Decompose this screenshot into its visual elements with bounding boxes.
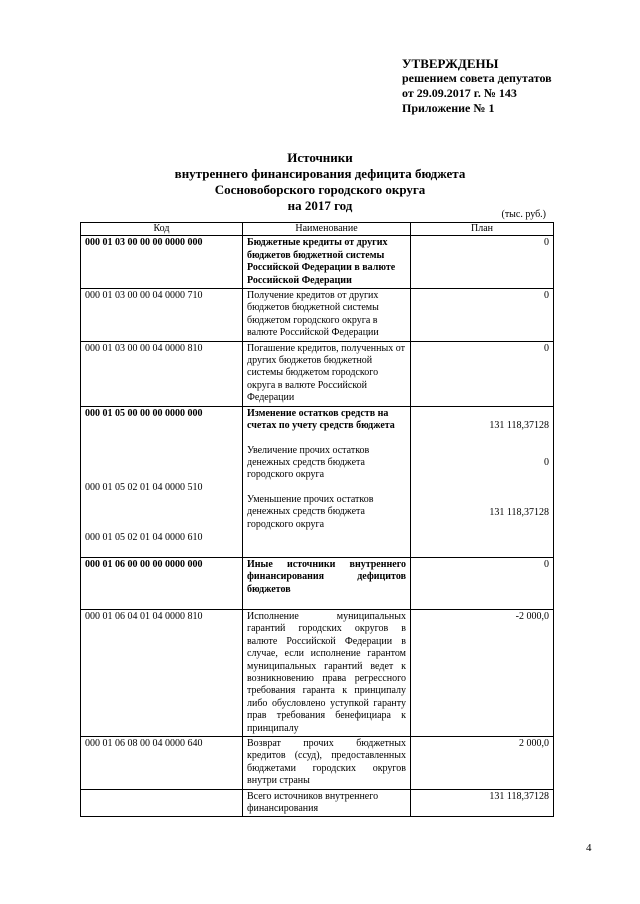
title-line-4: на 2017 год [287,198,353,213]
row-plan: 0 [411,289,554,342]
row-plan: 0 [411,557,554,609]
approval-title: УТВЕРЖДЕНЫ [402,56,499,71]
row-name: Иные источники внутреннего финансирования дефицитов бюджетов [243,557,411,609]
row-plan-group [411,406,554,557]
sources-table [80,222,554,817]
subrow-code: 000 01 05 02 01 04 0000 610 [85,531,203,543]
subrow-code: 000 01 05 02 01 04 0000 510 [85,482,203,494]
row-code: 000 01 03 00 00 04 0000 810 [81,341,243,406]
row-name: Получение кредитов от других бюджетов бюджетной системы бюджетом городского округа в валюте Российской Федерации [243,289,411,342]
subrow-name: Уменьшение прочих остатков денежных средств бюджета городского округа [247,493,374,530]
approval-appendix: Приложение № 1 [402,101,495,115]
title-line-3: Сосновоборского городского округа [214,182,426,197]
total-code [81,789,243,817]
row-plan: 131 118,37128 [489,419,549,431]
spacer [415,432,549,457]
title-line-1: Источники [287,150,353,165]
total-plan: 131 118,37128 [411,789,554,817]
row-code: 000 01 03 00 00 04 0000 710 [81,289,243,342]
table-row [81,557,554,609]
row-plan: -2 000,0 [411,609,554,736]
spacer [85,544,238,556]
row-plan: 0 [411,341,554,406]
approval-stamp [402,56,622,116]
spacer [85,495,238,532]
header-plan: План [411,223,554,236]
page-number: 4 [586,842,592,854]
row-name: Изменение остатков средств на счетах по учету средств бюджета [247,407,395,432]
subrow-plan: 131 118,37128 [489,506,549,518]
table-row [81,289,554,342]
row-plan: 2 000,0 [411,736,554,789]
units-label: (тыс. руб.) [501,209,546,220]
row-code-group [81,406,243,557]
row-code: 000 01 03 00 00 00 0000 000 [81,236,243,289]
row-name-group [243,406,411,557]
header-code: Код [81,223,243,236]
table-row [81,341,554,406]
row-name: Бюджетные кредиты от других бюджетов бюджетной системы Российской Федерации в валюте Российской Федерации [243,236,411,289]
spacer [247,433,406,445]
spacer [415,408,549,420]
approval-date-number: от 29.09.2017 г. № 143 [402,86,517,100]
row-name: Возврат прочих бюджетных кредитов (ссуд), предоставленных бюджетами городских округов внутри страны [243,736,411,789]
row-name: Погашение кредитов, полученных от других бюджетов бюджетной системы бюджетом городского округа в валюте Российской Федерации [243,341,411,406]
subrow-name: Увеличение прочих остатков денежных средств бюджета городского округа [247,444,370,481]
row-code: 000 01 06 04 01 04 0000 810 [81,609,243,736]
total-name: Всего источников внутреннего финансирования [243,789,411,817]
approval-decision: решением совета депутатов [402,71,552,85]
table-row [81,236,554,289]
table-row [81,609,554,736]
header-name: Наименование [243,223,411,236]
table-row [81,406,554,557]
row-name: Исполнение муниципальных гарантий городских округов в валюте Российской Федерации в случае, если исполнение гарантом муниципальных гарантий ведет к возникновению права регрессного требования гаранта к принципалу либо обусловлено уступкой гаранту прав требования бенефициара к принципалу [243,609,411,736]
row-plan: 0 [411,236,554,289]
title-line-2: внутреннего финансирования дефицита бюджета [174,166,466,181]
row-code: 000 01 06 00 00 00 0000 000 [81,557,243,609]
spacer [85,420,238,482]
row-code: 000 01 06 08 00 04 0000 640 [81,736,243,789]
table-row [81,736,554,789]
table-header-row [81,223,554,236]
table-total-row [81,789,554,817]
subrow-plan: 0 [544,457,549,469]
spacer [415,470,549,507]
spacer [247,482,406,494]
row-code: 000 01 05 00 00 00 0000 000 [85,407,203,419]
document-title [100,150,540,214]
